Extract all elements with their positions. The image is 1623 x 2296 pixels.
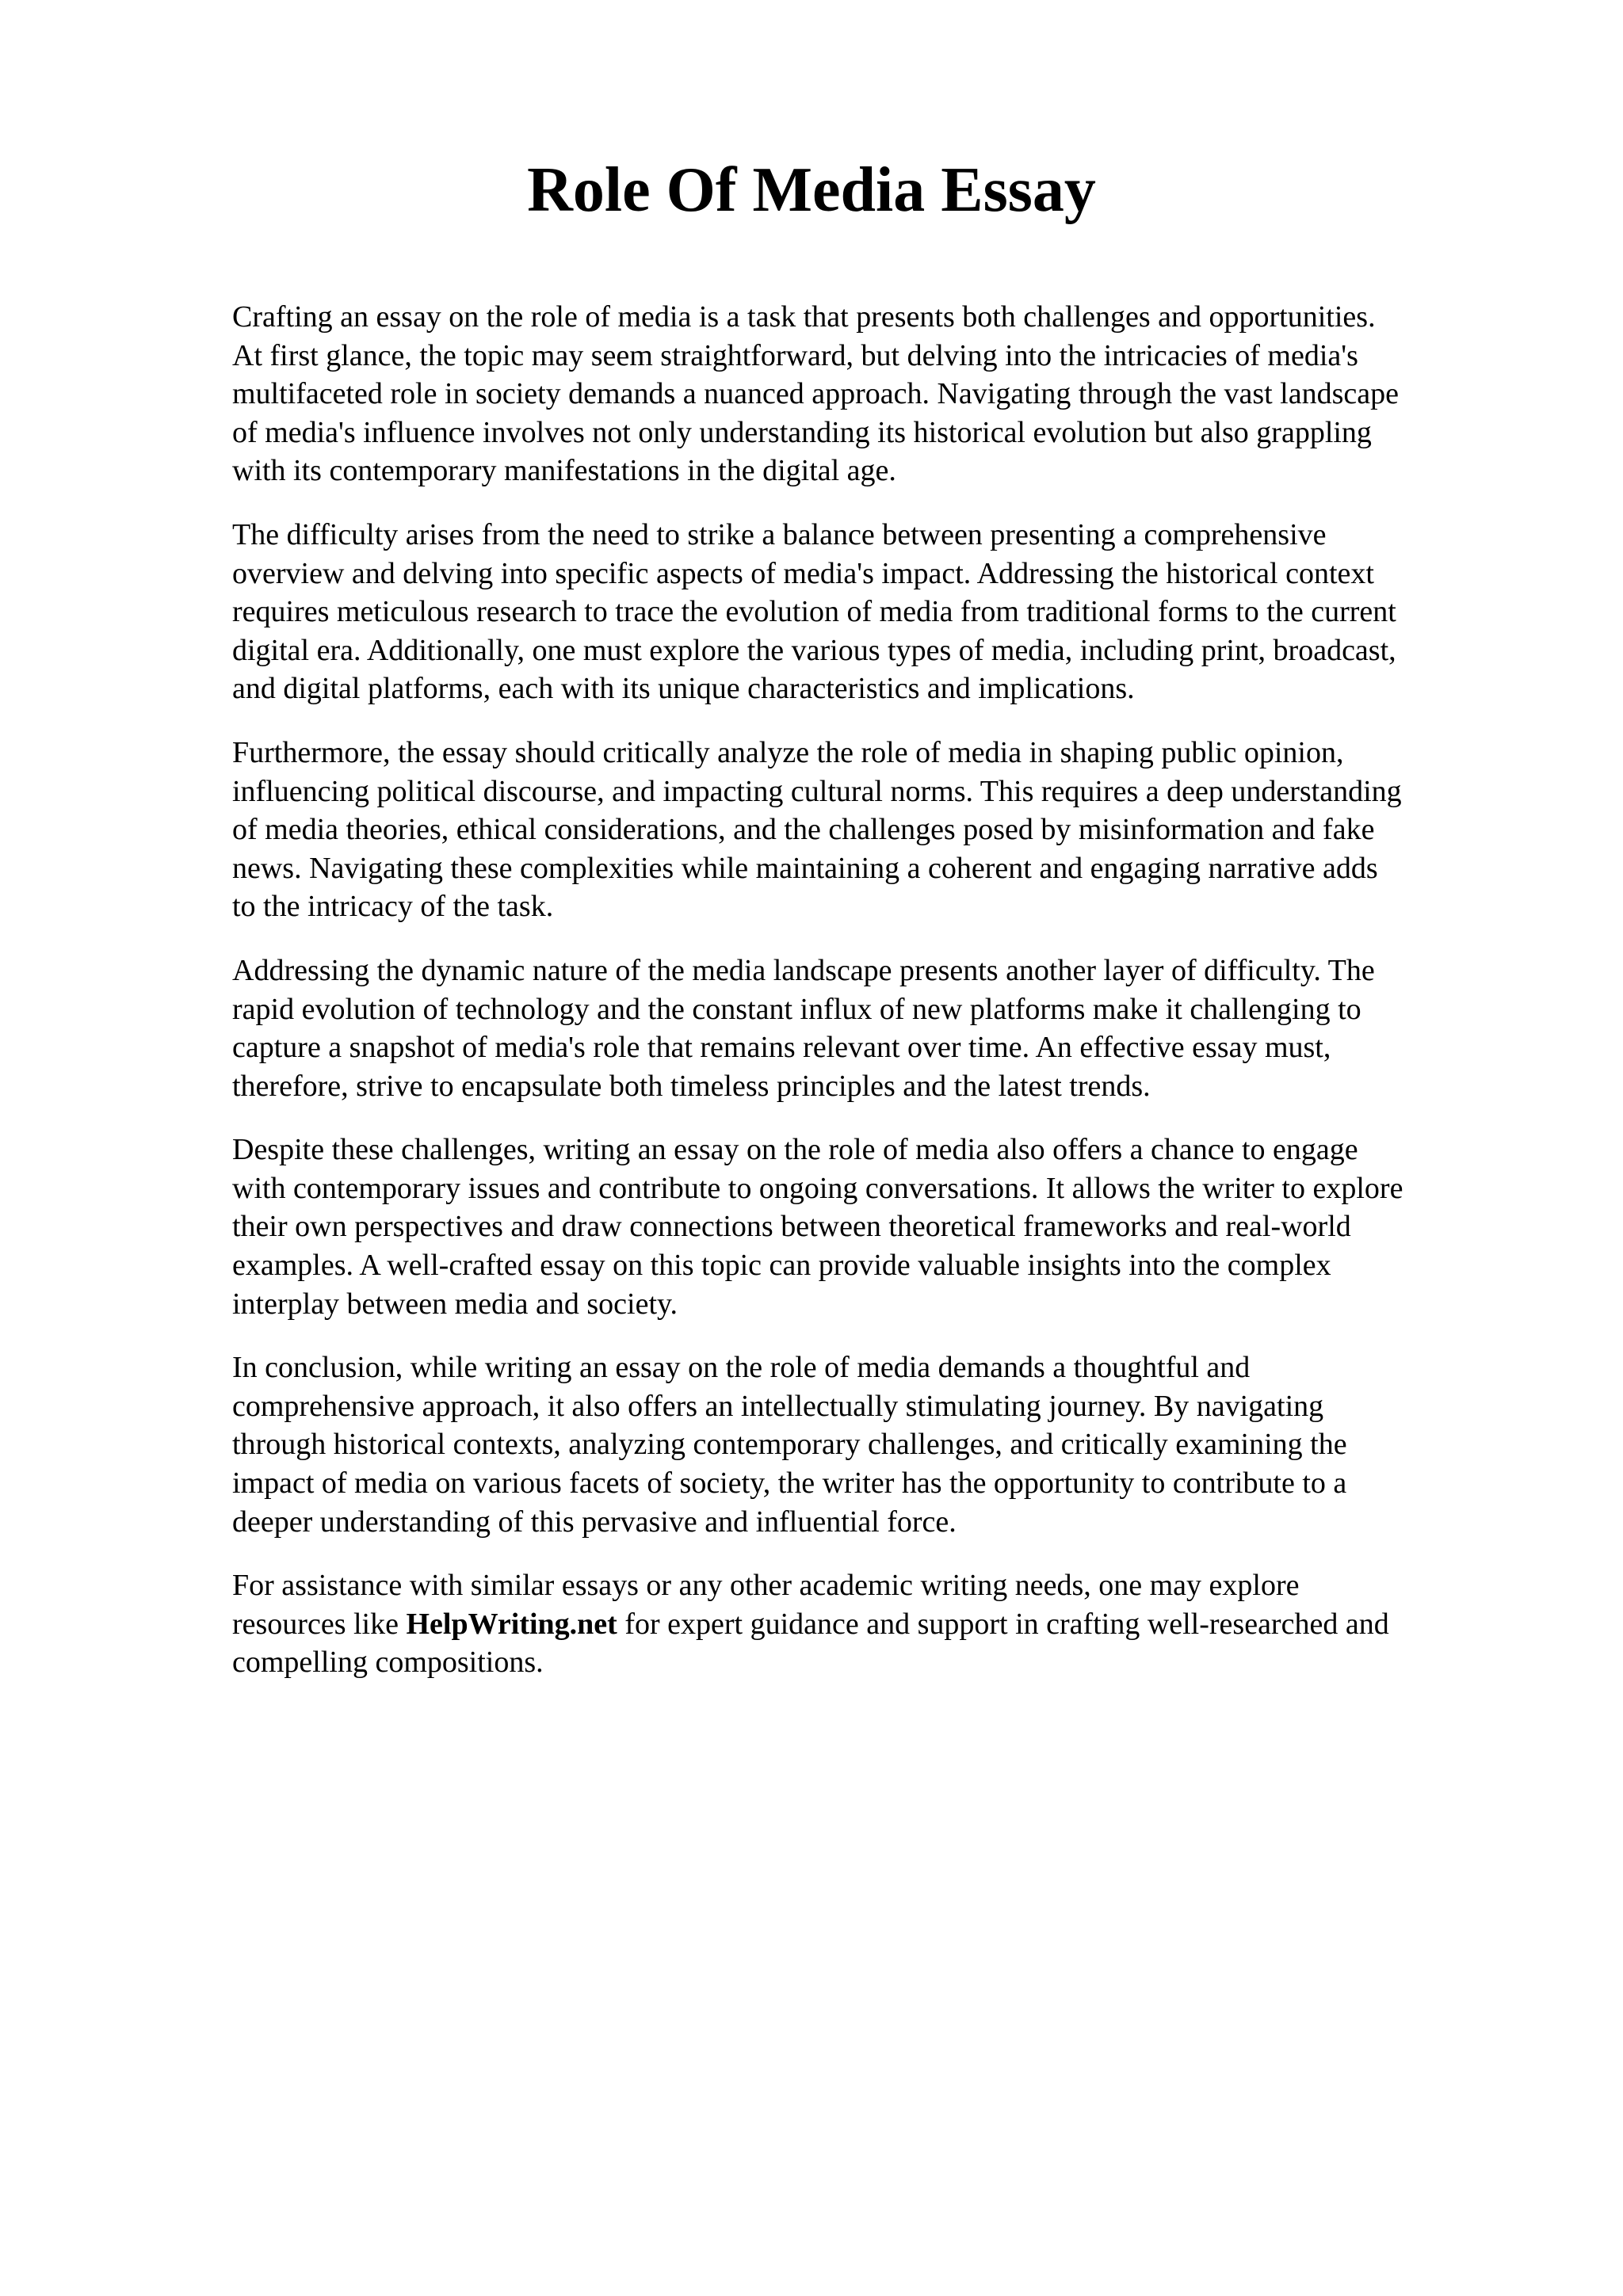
text-line: requires meticulous research to trace the evolution of media from traditional forms to the current (232, 595, 1396, 629)
text-line: The difficulty arises from the need to strike a balance between presenting a comprehensive (232, 517, 1327, 551)
text-line: with its contemporary manifestations in the digital age. (232, 454, 896, 488)
paragraph-5 (232, 1131, 1532, 1323)
essay-body (232, 298, 1532, 1707)
text-line: of media theories, ethical considerations, and the challenges posed by misinformation and fake (232, 813, 1375, 847)
text-line: In conclusion, while writing an essay on the role of media demands a thoughtful and (232, 1351, 1251, 1385)
text-line: capture a snapshot of media's role that remains relevant over time. An effective essay must, (232, 1031, 1331, 1065)
text-line: overview and delving into specific aspects of media's impact. Addressing the historical context (232, 556, 1374, 590)
text-line: of media's influence involves not only understanding its historical evolution but also grappling (232, 415, 1372, 449)
text-line: deeper understanding of this pervasive and influential force. (232, 1505, 957, 1539)
text-line: with contemporary issues and contribute to ongoing conversations. It allows the writer to explore (232, 1171, 1403, 1205)
text-line: therefore, strive to encapsulate both timeless principles and the latest trends. (232, 1069, 1151, 1103)
text-line: comprehensive approach, it also offers an intellectually stimulating journey. By navigating (232, 1389, 1324, 1423)
text-line: influencing political discourse, and impacting cultural norms. This requires a deep understanding (232, 774, 1402, 808)
paragraph-3 (232, 734, 1532, 926)
text-line: news. Navigating these complexities while maintaining a coherent and engaging narrative adds (232, 851, 1378, 885)
closing-paragraph (232, 1566, 1532, 1682)
text-line: Furthermore, the essay should critically analyze the role of media in shaping public opinion, (232, 735, 1344, 769)
text-line: interplay between media and society. (232, 1287, 678, 1321)
closing-text-before: resources like (232, 1607, 407, 1641)
text-line: examples. A well-crafted essay on this topic can provide valuable insights into the complex (232, 1249, 1331, 1283)
text-line: and digital platforms, each with its unique characteristics and implications. (232, 672, 1135, 706)
text-line-with-brand (232, 1605, 1532, 1644)
closing-text-after: for expert guidance and support in crafting well-researched and (617, 1607, 1389, 1641)
text-line: Addressing the dynamic nature of the media landscape presents another layer of difficulty. The (232, 953, 1375, 987)
helpwriting-brand: HelpWriting.net (406, 1607, 617, 1641)
text-line: rapid evolution of technology and the constant influx of new platforms make it challenging to (232, 992, 1361, 1026)
text-line: At first glance, the topic may seem straightforward, but delving into the intricacies of media's (232, 338, 1358, 372)
text-line: through historical contexts, analyzing contemporary challenges, and critically examining the (232, 1428, 1347, 1462)
text-line: digital era. Additionally, one must explore the various types of media, including print, broadcast, (232, 633, 1396, 667)
paragraph-6 (232, 1348, 1532, 1541)
text-line: their own perspectives and draw connections between theoretical frameworks and real-world (232, 1210, 1351, 1244)
text-line: compelling compositions. (232, 1646, 544, 1680)
text-line: impact of media on various facets of society, the writer has the opportunity to contribute to a (232, 1466, 1347, 1501)
text-line: multifaceted role in society demands a nuanced approach. Navigating through the vast landscape (232, 377, 1399, 411)
document-title: Role Of Media Essay (527, 155, 1096, 225)
paragraph-4 (232, 952, 1532, 1105)
paragraph-2 (232, 516, 1532, 708)
text-line: Crafting an essay on the role of media is a task that presents both challenges and opportunities. (232, 300, 1376, 334)
text-line: Despite these challenges, writing an essay on the role of media also offers a chance to engage (232, 1133, 1358, 1167)
text-line: For assistance with similar essays or any other academic writing needs, one may explore (232, 1569, 1300, 1603)
text-line: to the intricacy of the task. (232, 890, 554, 924)
paragraph-1 (232, 298, 1532, 490)
